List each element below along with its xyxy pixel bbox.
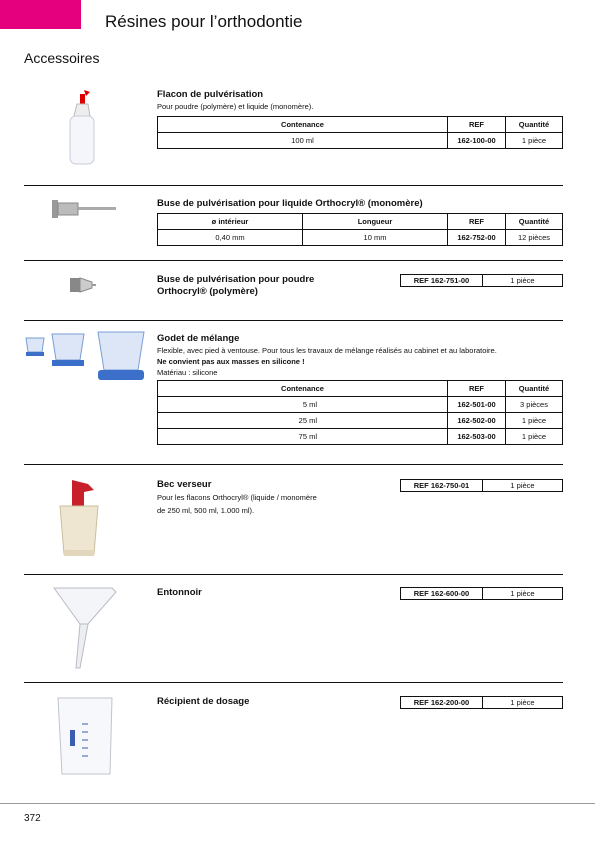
column-header: REF xyxy=(448,214,506,230)
product-buse-liquide xyxy=(157,198,563,246)
header-accent-bar xyxy=(0,0,81,29)
section-divider xyxy=(24,682,563,683)
table-cell: 162-503-00 xyxy=(448,429,506,445)
table-cell: 75 ml xyxy=(158,429,448,445)
table-cell: 1 pièce xyxy=(506,429,563,445)
section-divider xyxy=(24,260,563,261)
column-header: Quantité xyxy=(506,117,563,133)
ref-code: REF 162-200-00 xyxy=(401,697,483,708)
section-divider xyxy=(24,574,563,575)
footer-divider xyxy=(0,803,595,804)
product-title: Entonnoir xyxy=(157,587,202,598)
ref-box xyxy=(400,696,563,709)
product-table xyxy=(157,116,563,149)
mixing-cups-image xyxy=(22,330,148,388)
measuring-beaker-image xyxy=(54,694,116,778)
product-title: Buse de pulvérisation pour poudre xyxy=(157,274,315,285)
product-title: Buse de pulvérisation pour liquide Orthocryl® (monomère) xyxy=(157,198,423,209)
table-cell: 162-100-00 xyxy=(448,133,506,149)
powder-nozzle-image xyxy=(68,274,100,296)
page-title: Résines pour l’orthodontie xyxy=(105,12,303,31)
product-title: Orthocryl® (polymère) xyxy=(157,286,258,297)
quantity: 1 pièce xyxy=(510,276,535,285)
table-cell: 1 pièce xyxy=(506,133,563,149)
table-cell: 162-752-00 xyxy=(448,230,506,246)
ref-box xyxy=(400,587,563,600)
table-row xyxy=(158,230,563,246)
product-description: Pour les flacons Orthocryl® (liquide / monomère xyxy=(157,493,317,502)
table-row xyxy=(158,413,563,429)
column-header: REF xyxy=(448,381,506,397)
quantity: 1 pièce xyxy=(510,481,535,490)
column-header: Quantité xyxy=(506,381,563,397)
product-title: Récipient de dosage xyxy=(157,696,250,707)
quantity: 1 pièce xyxy=(510,589,535,598)
product-warning: Ne convient pas aux masses en silicone ! xyxy=(157,357,305,366)
column-header: Quantité xyxy=(506,214,563,230)
column-header: ø intérieur xyxy=(158,214,303,230)
product-description: Flexible, avec pied à ventouse. Pour tous les travaux de mélange réalisés au cabinet et au laboratoire. xyxy=(157,346,497,355)
section-divider xyxy=(24,185,563,186)
column-header: Contenance xyxy=(158,117,448,133)
table-cell: 162-501-00 xyxy=(448,397,506,413)
table-cell: 100 ml xyxy=(158,133,448,149)
table-cell: 162-502-00 xyxy=(448,413,506,429)
section-divider xyxy=(24,464,563,465)
ref-code: REF 162-750-01 xyxy=(401,480,483,491)
product-title: Flacon de pulvérisation xyxy=(157,89,264,100)
pouring-spout-image xyxy=(54,476,104,560)
funnel-image xyxy=(50,584,120,670)
table-cell: 25 ml xyxy=(158,413,448,429)
table-row xyxy=(158,133,563,149)
table-cell: 3 pièces xyxy=(506,397,563,413)
quantity: 1 pièce xyxy=(510,698,535,707)
column-header: REF xyxy=(448,117,506,133)
product-description: de 250 ml, 500 ml, 1.000 ml). xyxy=(157,506,255,515)
column-header: Contenance xyxy=(158,381,448,397)
ref-box xyxy=(400,479,563,492)
ref-box xyxy=(400,274,563,287)
column-header: Longueur xyxy=(303,214,448,230)
product-title: Bec verseur xyxy=(157,479,212,490)
table-cell: 0,40 mm xyxy=(158,230,303,246)
table-cell: 5 ml xyxy=(158,397,448,413)
product-title: Godet de mélange xyxy=(157,333,240,344)
table-cell: 12 pièces xyxy=(506,230,563,246)
spray-bottle-image xyxy=(62,88,102,168)
liquid-nozzle-image xyxy=(50,196,120,222)
table-cell: 1 pièce xyxy=(506,413,563,429)
section-title: Accessoires xyxy=(24,50,100,66)
product-description: Pour poudre (polymère) et liquide (monomère). xyxy=(157,102,314,111)
table-row xyxy=(158,429,563,445)
product-godet xyxy=(157,333,563,445)
product-table xyxy=(157,380,563,445)
product-flacon xyxy=(157,89,563,149)
table-row xyxy=(158,397,563,413)
product-table xyxy=(157,213,563,246)
section-divider xyxy=(24,320,563,321)
page-number: 372 xyxy=(24,813,41,824)
product-material: Matériau : silicone xyxy=(157,368,218,377)
ref-code: REF 162-600-00 xyxy=(401,588,483,599)
ref-code: REF 162-751-00 xyxy=(401,275,483,286)
table-cell: 10 mm xyxy=(303,230,448,246)
